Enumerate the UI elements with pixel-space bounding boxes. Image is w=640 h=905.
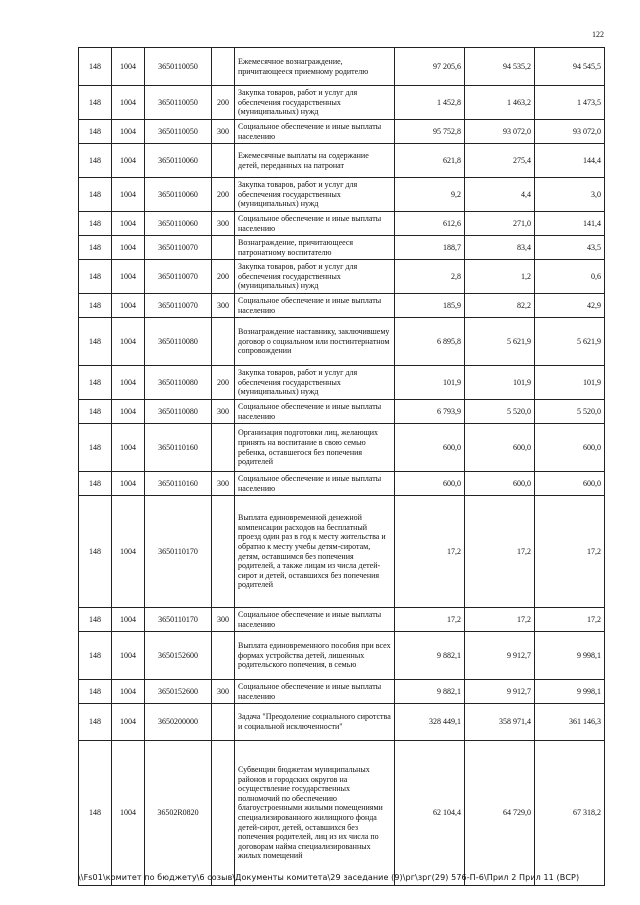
amount-year1-cell: 6 793,9: [395, 400, 465, 424]
expense-type-cell: [212, 632, 235, 680]
item-name-cell: Закупка товаров, работ и услуг для обеспечения государственных (муниципальных) нужд: [235, 366, 395, 400]
target-article-cell: 3650110050: [145, 120, 212, 144]
amount-year1-cell: 9,2: [395, 178, 465, 212]
dept-code-cell: 148: [79, 741, 112, 886]
table-row: [79, 120, 605, 144]
amount-year3-cell: 5 621,9: [535, 318, 605, 366]
amount-year1-cell: 17,2: [395, 496, 465, 608]
target-article-cell: 3650110080: [145, 400, 212, 424]
amount-year2-cell: 4,4: [465, 178, 535, 212]
target-article-cell: 3650152600: [145, 632, 212, 680]
dept-code-cell: 148: [79, 704, 112, 741]
section-code-cell: 1004: [112, 632, 145, 680]
table-row: [79, 741, 605, 886]
dept-code-cell: 148: [79, 178, 112, 212]
item-name-cell: Субвенции бюджетам муниципальных районов и городских округов на осуществление государственных полномочий по обеспечению благоустроенными жилыми помещениями специализированного жилищного фонда детей-сирот, детей, оставшихся без попечения родителей, лиц из их числа по договорам найма специализированных жилых помещений: [235, 741, 395, 886]
section-code-cell: 1004: [112, 496, 145, 608]
dept-code-cell: 148: [79, 424, 112, 472]
item-name-cell: Выплата единовременного пособия при всех формах устройства детей, лишенных родительского попечения, в семью: [235, 632, 395, 680]
target-article-cell: 3650110060: [145, 144, 212, 178]
expense-type-cell: [212, 236, 235, 260]
expense-type-cell: 200: [212, 86, 235, 120]
expense-type-cell: 300: [212, 120, 235, 144]
target-article-cell: 3650110160: [145, 472, 212, 496]
item-name-cell: Ежемесячные выплаты на содержание детей, переданных на патронат: [235, 144, 395, 178]
amount-year3-cell: 1 473,5: [535, 86, 605, 120]
amount-year1-cell: 97 205,6: [395, 48, 465, 86]
amount-year1-cell: 9 882,1: [395, 680, 465, 704]
expense-type-cell: 300: [212, 400, 235, 424]
amount-year3-cell: 0,6: [535, 260, 605, 294]
amount-year3-cell: 9 998,1: [535, 632, 605, 680]
item-name-cell: Закупка товаров, работ и услуг для обеспечения государственных (муниципальных) нужд: [235, 86, 395, 120]
table-row: [79, 294, 605, 318]
dept-code-cell: 148: [79, 632, 112, 680]
amount-year1-cell: 101,9: [395, 366, 465, 400]
target-article-cell: 3650110160: [145, 424, 212, 472]
item-name-cell: Закупка товаров, работ и услуг для обеспечения государственных (муниципальных) нужд: [235, 260, 395, 294]
page-number: 122: [592, 30, 604, 39]
amount-year1-cell: 95 752,8: [395, 120, 465, 144]
item-name-cell: Организация подготовки лиц, желающих принять на воспитание в свою семью ребенка, оставшегося без попечения родителей: [235, 424, 395, 472]
target-article-cell: 3650110170: [145, 608, 212, 632]
amount-year3-cell: 94 545,5: [535, 48, 605, 86]
table-row: [79, 472, 605, 496]
target-article-cell: 36502R0820: [145, 741, 212, 886]
amount-year3-cell: 17,2: [535, 496, 605, 608]
expense-type-cell: 300: [212, 472, 235, 496]
table-row: [79, 400, 605, 424]
section-code-cell: 1004: [112, 48, 145, 86]
section-code-cell: 1004: [112, 608, 145, 632]
expense-type-cell: [212, 741, 235, 886]
table-row: [79, 680, 605, 704]
target-article-cell: 3650200000: [145, 704, 212, 741]
table-row: [79, 212, 605, 236]
amount-year1-cell: 612,6: [395, 212, 465, 236]
section-code-cell: 1004: [112, 260, 145, 294]
table-row: [79, 704, 605, 741]
item-name-cell: Социальное обеспечение и иные выплаты населению: [235, 120, 395, 144]
amount-year2-cell: 94 535,2: [465, 48, 535, 86]
target-article-cell: 3650110070: [145, 236, 212, 260]
expense-type-cell: 300: [212, 608, 235, 632]
dept-code-cell: 148: [79, 294, 112, 318]
item-name-cell: Социальное обеспечение и иные выплаты населению: [235, 608, 395, 632]
expense-type-cell: [212, 424, 235, 472]
amount-year3-cell: 600,0: [535, 472, 605, 496]
amount-year1-cell: 600,0: [395, 424, 465, 472]
item-name-cell: Выплата единовременной денежной компенсации расходов на бесплатный проезд один раз в год к месту жительства и обратно к месту учебы детям-сиротам, детям, оставшимся без попечения родителей, а также лицам из числа детей-сирот и детей, оставшихся без попечения родителей: [235, 496, 395, 608]
target-article-cell: 3650152600: [145, 680, 212, 704]
amount-year1-cell: 17,2: [395, 608, 465, 632]
item-name-cell: Задача "Преодоление социального сиротства и социальной исключенности": [235, 704, 395, 741]
amount-year1-cell: 9 882,1: [395, 632, 465, 680]
amount-year3-cell: 9 998,1: [535, 680, 605, 704]
table-row: [79, 608, 605, 632]
item-name-cell: Закупка товаров, работ и услуг для обеспечения государственных (муниципальных) нужд: [235, 178, 395, 212]
amount-year1-cell: 600,0: [395, 472, 465, 496]
section-code-cell: 1004: [112, 236, 145, 260]
amount-year2-cell: 93 072,0: [465, 120, 535, 144]
expense-type-cell: [212, 704, 235, 741]
amount-year1-cell: 188,7: [395, 236, 465, 260]
target-article-cell: 3650110060: [145, 212, 212, 236]
item-name-cell: Социальное обеспечение и иные выплаты населению: [235, 294, 395, 318]
section-code-cell: 1004: [112, 366, 145, 400]
target-article-cell: 3650110070: [145, 294, 212, 318]
dept-code-cell: 148: [79, 48, 112, 86]
target-article-cell: 3650110170: [145, 496, 212, 608]
section-code-cell: 1004: [112, 120, 145, 144]
table-row: [79, 318, 605, 366]
expense-type-cell: 300: [212, 212, 235, 236]
target-article-cell: 3650110060: [145, 178, 212, 212]
amount-year1-cell: 62 104,4: [395, 741, 465, 886]
amount-year1-cell: 185,9: [395, 294, 465, 318]
amount-year2-cell: 9 912,7: [465, 680, 535, 704]
expense-type-cell: [212, 318, 235, 366]
table-row: [79, 178, 605, 212]
item-name-cell: Вознаграждение наставнику, заключившему договор о социальном или постинтернатном сопровождении: [235, 318, 395, 366]
amount-year1-cell: 2,8: [395, 260, 465, 294]
expense-type-cell: 200: [212, 178, 235, 212]
expense-type-cell: 300: [212, 294, 235, 318]
section-code-cell: 1004: [112, 680, 145, 704]
section-code-cell: 1004: [112, 294, 145, 318]
dept-code-cell: 148: [79, 144, 112, 178]
amount-year1-cell: 6 895,8: [395, 318, 465, 366]
amount-year2-cell: 83,4: [465, 236, 535, 260]
amount-year3-cell: 3,0: [535, 178, 605, 212]
item-name-cell: Социальное обеспечение и иные выплаты населению: [235, 212, 395, 236]
amount-year2-cell: 600,0: [465, 424, 535, 472]
dept-code-cell: 148: [79, 260, 112, 294]
amount-year3-cell: 42,9: [535, 294, 605, 318]
amount-year2-cell: 9 912,7: [465, 632, 535, 680]
amount-year1-cell: 621,8: [395, 144, 465, 178]
table-row: [79, 632, 605, 680]
target-article-cell: 3650110070: [145, 260, 212, 294]
table-row: [79, 496, 605, 608]
amount-year2-cell: 600,0: [465, 472, 535, 496]
target-article-cell: 3650110050: [145, 86, 212, 120]
amount-year2-cell: 82,2: [465, 294, 535, 318]
amount-year2-cell: 358 971,4: [465, 704, 535, 741]
item-name-cell: Социальное обеспечение и иные выплаты населению: [235, 400, 395, 424]
dept-code-cell: 148: [79, 472, 112, 496]
dept-code-cell: 148: [79, 318, 112, 366]
dept-code-cell: 148: [79, 400, 112, 424]
table-row: [79, 236, 605, 260]
expense-type-cell: 200: [212, 260, 235, 294]
dept-code-cell: 148: [79, 212, 112, 236]
table-row: [79, 260, 605, 294]
budget-table: [78, 47, 605, 886]
amount-year3-cell: 144,4: [535, 144, 605, 178]
expense-type-cell: [212, 496, 235, 608]
amount-year3-cell: 101,9: [535, 366, 605, 400]
item-name-cell: Ежемесячное вознаграждение, причитающееся приемному родителю: [235, 48, 395, 86]
file-path-footer: \\Fs01\комитет по бюджету\6 созыв\Документы комитета\29 заседание (9)\рг\зрг(29) 576-П-6\Прил 2 Прил 11 (ВСР): [78, 873, 580, 882]
section-code-cell: 1004: [112, 144, 145, 178]
table-row: [79, 48, 605, 86]
amount-year2-cell: 101,9: [465, 366, 535, 400]
amount-year2-cell: 5 520,0: [465, 400, 535, 424]
amount-year2-cell: 1 463,2: [465, 86, 535, 120]
table-row: [79, 366, 605, 400]
section-code-cell: 1004: [112, 741, 145, 886]
amount-year3-cell: 600,0: [535, 424, 605, 472]
section-code-cell: 1004: [112, 178, 145, 212]
item-name-cell: Социальное обеспечение и иные выплаты населению: [235, 680, 395, 704]
table-row: [79, 424, 605, 472]
amount-year2-cell: 17,2: [465, 608, 535, 632]
dept-code-cell: 148: [79, 680, 112, 704]
amount-year2-cell: 17,2: [465, 496, 535, 608]
expense-type-cell: 200: [212, 366, 235, 400]
target-article-cell: 3650110080: [145, 366, 212, 400]
amount-year3-cell: 93 072,0: [535, 120, 605, 144]
expense-type-cell: [212, 48, 235, 86]
dept-code-cell: 148: [79, 608, 112, 632]
target-article-cell: 3650110050: [145, 48, 212, 86]
dept-code-cell: 148: [79, 86, 112, 120]
table-row: [79, 86, 605, 120]
amount-year3-cell: 5 520,0: [535, 400, 605, 424]
item-name-cell: Социальное обеспечение и иные выплаты населению: [235, 472, 395, 496]
amount-year3-cell: 67 318,2: [535, 741, 605, 886]
amount-year1-cell: 1 452,8: [395, 86, 465, 120]
amount-year3-cell: 17,2: [535, 608, 605, 632]
section-code-cell: 1004: [112, 212, 145, 236]
target-article-cell: 3650110080: [145, 318, 212, 366]
expense-type-cell: 300: [212, 680, 235, 704]
amount-year2-cell: 271,0: [465, 212, 535, 236]
section-code-cell: 1004: [112, 400, 145, 424]
amount-year3-cell: 43,5: [535, 236, 605, 260]
section-code-cell: 1004: [112, 424, 145, 472]
section-code-cell: 1004: [112, 86, 145, 120]
amount-year1-cell: 328 449,1: [395, 704, 465, 741]
section-code-cell: 1004: [112, 472, 145, 496]
dept-code-cell: 148: [79, 366, 112, 400]
table-row: [79, 144, 605, 178]
amount-year3-cell: 361 146,3: [535, 704, 605, 741]
amount-year2-cell: 5 621,9: [465, 318, 535, 366]
section-code-cell: 1004: [112, 318, 145, 366]
dept-code-cell: 148: [79, 236, 112, 260]
amount-year2-cell: 64 729,0: [465, 741, 535, 886]
dept-code-cell: 148: [79, 120, 112, 144]
section-code-cell: 1004: [112, 704, 145, 741]
amount-year2-cell: 1,2: [465, 260, 535, 294]
amount-year3-cell: 141,4: [535, 212, 605, 236]
expense-type-cell: [212, 144, 235, 178]
item-name-cell: Вознаграждение, причитающееся патронатному воспитателю: [235, 236, 395, 260]
amount-year2-cell: 275,4: [465, 144, 535, 178]
dept-code-cell: 148: [79, 496, 112, 608]
